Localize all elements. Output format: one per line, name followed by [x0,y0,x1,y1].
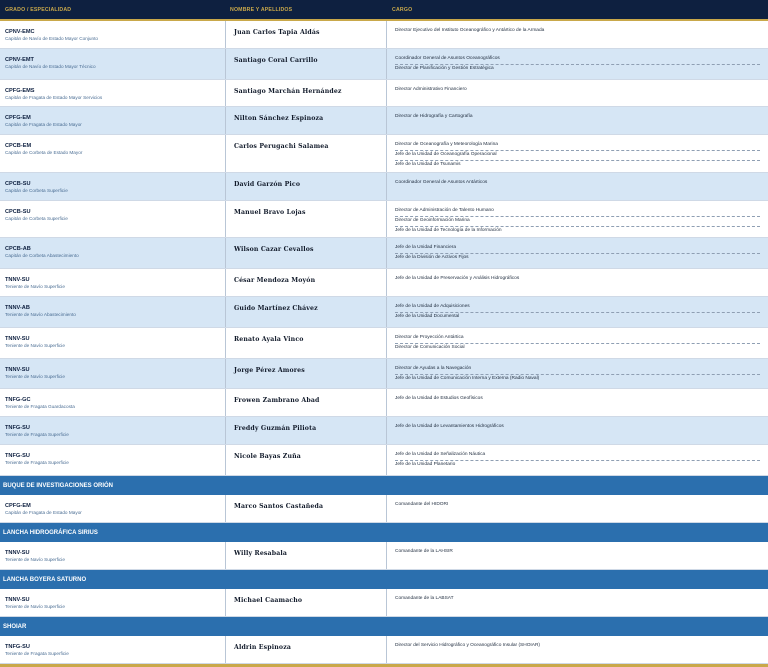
grade-cell [0,173,225,200]
name-cell [225,359,387,388]
officer-name: Jorge Pérez Amores [234,367,305,374]
table-row [0,238,768,269]
grade-cell [0,80,225,106]
table-row [0,589,768,617]
grade-description: Capitán de Corbeta de Estado Mayor [5,150,83,155]
grade-description: Teniente de Navío Superficie [5,557,65,562]
section-header: BUQUE DE INVESTIGACIONES ORIÓN [0,476,768,495]
grade-description: Teniente de Navío Superficie [5,374,65,379]
header-name: NOMBRE Y APELLIDOS [230,6,293,13]
grade-cell [0,135,225,172]
table-row [0,542,768,570]
table-row [0,80,768,107]
grade-code: TNFG-SU [5,425,30,431]
officer-name: Marco Santos Castañeda [234,503,324,510]
grade-cell [0,297,225,327]
grade-description: Teniente de Navío Abastecimiento [5,312,76,317]
cargo-item: Coordinador General de Asuntos Oceanográficos [395,55,760,65]
name-cell [225,495,387,522]
officer-name: Santiago Marchán Hernández [234,88,342,95]
grade-cell [0,359,225,388]
cargo-cell [387,201,768,237]
grade-code: TNNV-AB [5,305,30,311]
name-cell [225,297,387,327]
name-cell [225,21,387,48]
cargo-item: Director de Oceanografía y Meteorología Marina [395,141,760,151]
grade-description: Capitán de Fragata de Estado Mayor [5,122,82,127]
grade-code: TNNV-SU [5,336,30,342]
table-row [0,445,768,476]
name-cell [225,269,387,296]
officer-name: Wilson Cazar Cevallos [234,246,314,253]
cargo-item: Coordinador General de Asuntos Antárticos [395,180,488,185]
table-row [0,107,768,135]
officer-name: Frowen Zambrano Abad [234,397,320,404]
officer-name: Nicole Bayas Zuña [234,453,301,460]
cargo-item: Director de Proyección Antártica [395,334,760,344]
officer-name: Juan Carlos Tapia Aldás [234,29,320,36]
cargo-cell [387,359,768,388]
section-header: SHOIAR [0,617,768,636]
cargo-item: Director Ejecutivo del Instituto Oceanográfico y Antártico de la Armada [395,28,545,33]
grade-cell [0,445,225,475]
cargo-item: Jefe de la Unidad Financiera [395,244,760,254]
cargo-cell [387,328,768,358]
cargo-item: Jefe de la Unidad de Estudios Geofísicos [395,396,483,401]
header-cargo: CARGO [392,6,413,13]
officer-name: Aldrin Espinoza [234,644,292,651]
cargo-item: Jefe de la Unidad de Señalización Náutica [395,451,760,461]
cargo-item: Jefe de la Unidad de Tecnología de la Información [395,228,502,233]
grade-cell [0,238,225,268]
cargo-cell [387,80,768,106]
cargo-cell [387,297,768,327]
cargo-cell [387,107,768,134]
grade-description: Capitán de Fragata de Estado Mayor Servicios [5,95,103,100]
cargo-item: Director de Hidrografía y Cartografía [395,114,473,119]
cargo-cell [387,389,768,416]
grade-cell [0,107,225,134]
table-body [0,21,768,476]
cargo-item: Director de Ayudas a la Navegación [395,365,760,375]
name-cell [225,173,387,200]
cargo-item: Comandante de la LABSAT [395,596,454,601]
officer-name: Santiago Coral Carrillo [234,57,318,64]
grade-code: CPCB-AB [5,246,31,252]
name-cell [225,417,387,444]
name-cell [225,107,387,134]
cargo-cell [387,445,768,475]
officer-name: César Mendoza Moyón [234,277,316,284]
table-row [0,135,768,173]
grade-code: TNNV-SU [5,367,30,373]
grade-code: TNFG-SU [5,644,30,650]
cargo-item: Jefe de la Unidad Documental [395,314,460,319]
grade-code: CPNV-EMC [5,29,35,35]
table-row [0,636,768,664]
grade-description: Teniente de Navío Superficie [5,284,65,289]
cargo-item: Jefe de la Unidad de Comunicación Interna y Externa (Radio Naval) [395,376,540,381]
grade-cell [0,417,225,444]
grade-cell [0,542,225,569]
officer-name: Willy Resabala [234,550,288,557]
grade-code: CPNV-EMT [5,57,34,63]
section-header: LANCHA HIDROGRÁFICA SIRIUS [0,523,768,542]
cargo-cell [387,495,768,522]
cargo-cell [387,21,768,48]
table-row [0,297,768,328]
cargo-item: Director de Administración de Talento Humano [395,207,760,217]
cargo-item: Director de Planificación y Gestión Estratégica [395,66,494,71]
grade-code: CPFG-EM [5,503,31,509]
cargo-item: Director de Comunicación Social [395,345,465,350]
cargo-item: Jefe de la Unidad de Oceanografía Operacional [395,151,760,161]
cargo-cell [387,636,768,663]
grade-description: Teniente de Fragata Superficie [5,460,69,465]
name-cell [225,389,387,416]
grade-description: Teniente de Fragata Superficie [5,432,69,437]
table-row [0,417,768,445]
grade-cell [0,269,225,296]
cargo-item: Director Administrativo Financiero [395,87,467,92]
cargo-item: Comandante del HIDORI [395,502,449,507]
cargo-cell [387,238,768,268]
table-row [0,173,768,201]
table-header [0,0,768,21]
header-grade: GRADO / ESPECIALIDAD [5,6,72,13]
grade-description: Capitán de Corbeta Superficie [5,216,68,221]
cargo-item: Comandante de la LAHSIR [395,549,453,554]
cargo-item: Jefe de la Unidad de Preservación y Análisis Hidrográficos [395,276,520,281]
grade-cell [0,589,225,616]
name-cell [225,80,387,106]
name-cell [225,328,387,358]
grade-code: TNNV-SU [5,597,30,603]
name-cell [225,636,387,663]
grade-description: Teniente de Navío Superficie [5,343,65,348]
cargo-item: Jefe de la División de Activos Fijos [395,255,469,260]
grade-description: Capitán de Fragata de Estado Mayor [5,510,82,515]
grade-description: Capitán de Navío de Estado Mayor Conjunto [5,36,99,41]
grade-code: TNNV-SU [5,277,30,283]
grade-code: TNFG-SU [5,453,30,459]
grade-cell [0,636,225,663]
grade-description: Capitán de Navío de Estado Mayor Técnico [5,64,96,69]
officer-name: David Garzón Pico [234,181,301,188]
cargo-cell [387,417,768,444]
name-cell [225,542,387,569]
cargo-item: Director del Servicio Hidrográfico y Oceanográfico Insular (SHOIAR) [395,643,541,648]
officer-name: Michael Caamacho [234,597,303,604]
cargo-item: Jefe de la Unidad Planetario [395,462,456,467]
grade-description: Capitán de Corbeta Superficie [5,188,68,193]
cargo-cell [387,542,768,569]
table-row [0,201,768,238]
grade-code: CPCB-EM [5,143,32,149]
grade-description: Capitán de Corbeta Abastecimiento [5,253,79,258]
cargo-item: Jefe de la Unidad de Adquisiciones [395,303,760,313]
grade-cell [0,49,225,79]
grade-code: TNNV-SU [5,550,30,556]
officer-name: Carlos Perugachi Salamea [234,143,329,150]
officer-name: Manuel Bravo Lojas [234,209,306,216]
name-cell [225,49,387,79]
table-row [0,389,768,417]
grade-cell [0,21,225,48]
officer-name: Nilton Sánchez Espinoza [234,115,324,122]
cargo-item: Jefe de la Unidad de Tsunamis [395,162,461,167]
officer-name: Guido Martínez Chávez [234,305,318,312]
cargo-item: Jefe de la Unidad de Levantamientos Hidrográficos [395,424,504,429]
grade-description: Teniente de Navío Superficie [5,604,65,609]
name-cell [225,238,387,268]
table-row [0,269,768,297]
cargo-cell [387,589,768,616]
section-header: LANCHA BOYERA SATURNO [0,570,768,589]
sections-container [0,476,768,664]
officer-name: Renato Ayala Vinco [234,336,304,343]
grade-cell [0,495,225,522]
grade-code: CPFG-EM [5,115,31,121]
cargo-cell [387,49,768,79]
grade-description: Teniente de Fragata Superficie [5,651,69,656]
table-row [0,495,768,523]
table-row [0,49,768,80]
grade-description: Teniente de Fragata Guardacosta [5,404,75,409]
cargo-cell [387,173,768,200]
grade-code: CPFG-EMS [5,88,35,94]
name-cell [225,589,387,616]
grade-cell [0,328,225,358]
name-cell [225,445,387,475]
grade-code: CPCB-SU [5,209,31,215]
name-cell [225,135,387,172]
grade-cell [0,201,225,237]
cargo-item: Director de Geoinformación Marina [395,217,760,227]
grade-code: TNFG-GC [5,397,31,403]
grade-code: CPCB-SU [5,181,31,187]
grade-cell [0,389,225,416]
table-row [0,21,768,49]
table-row [0,359,768,389]
cargo-cell [387,135,768,172]
name-cell [225,201,387,237]
cargo-cell [387,269,768,296]
officer-name: Freddy Guzmán Piliota [234,425,317,432]
table-row [0,328,768,359]
